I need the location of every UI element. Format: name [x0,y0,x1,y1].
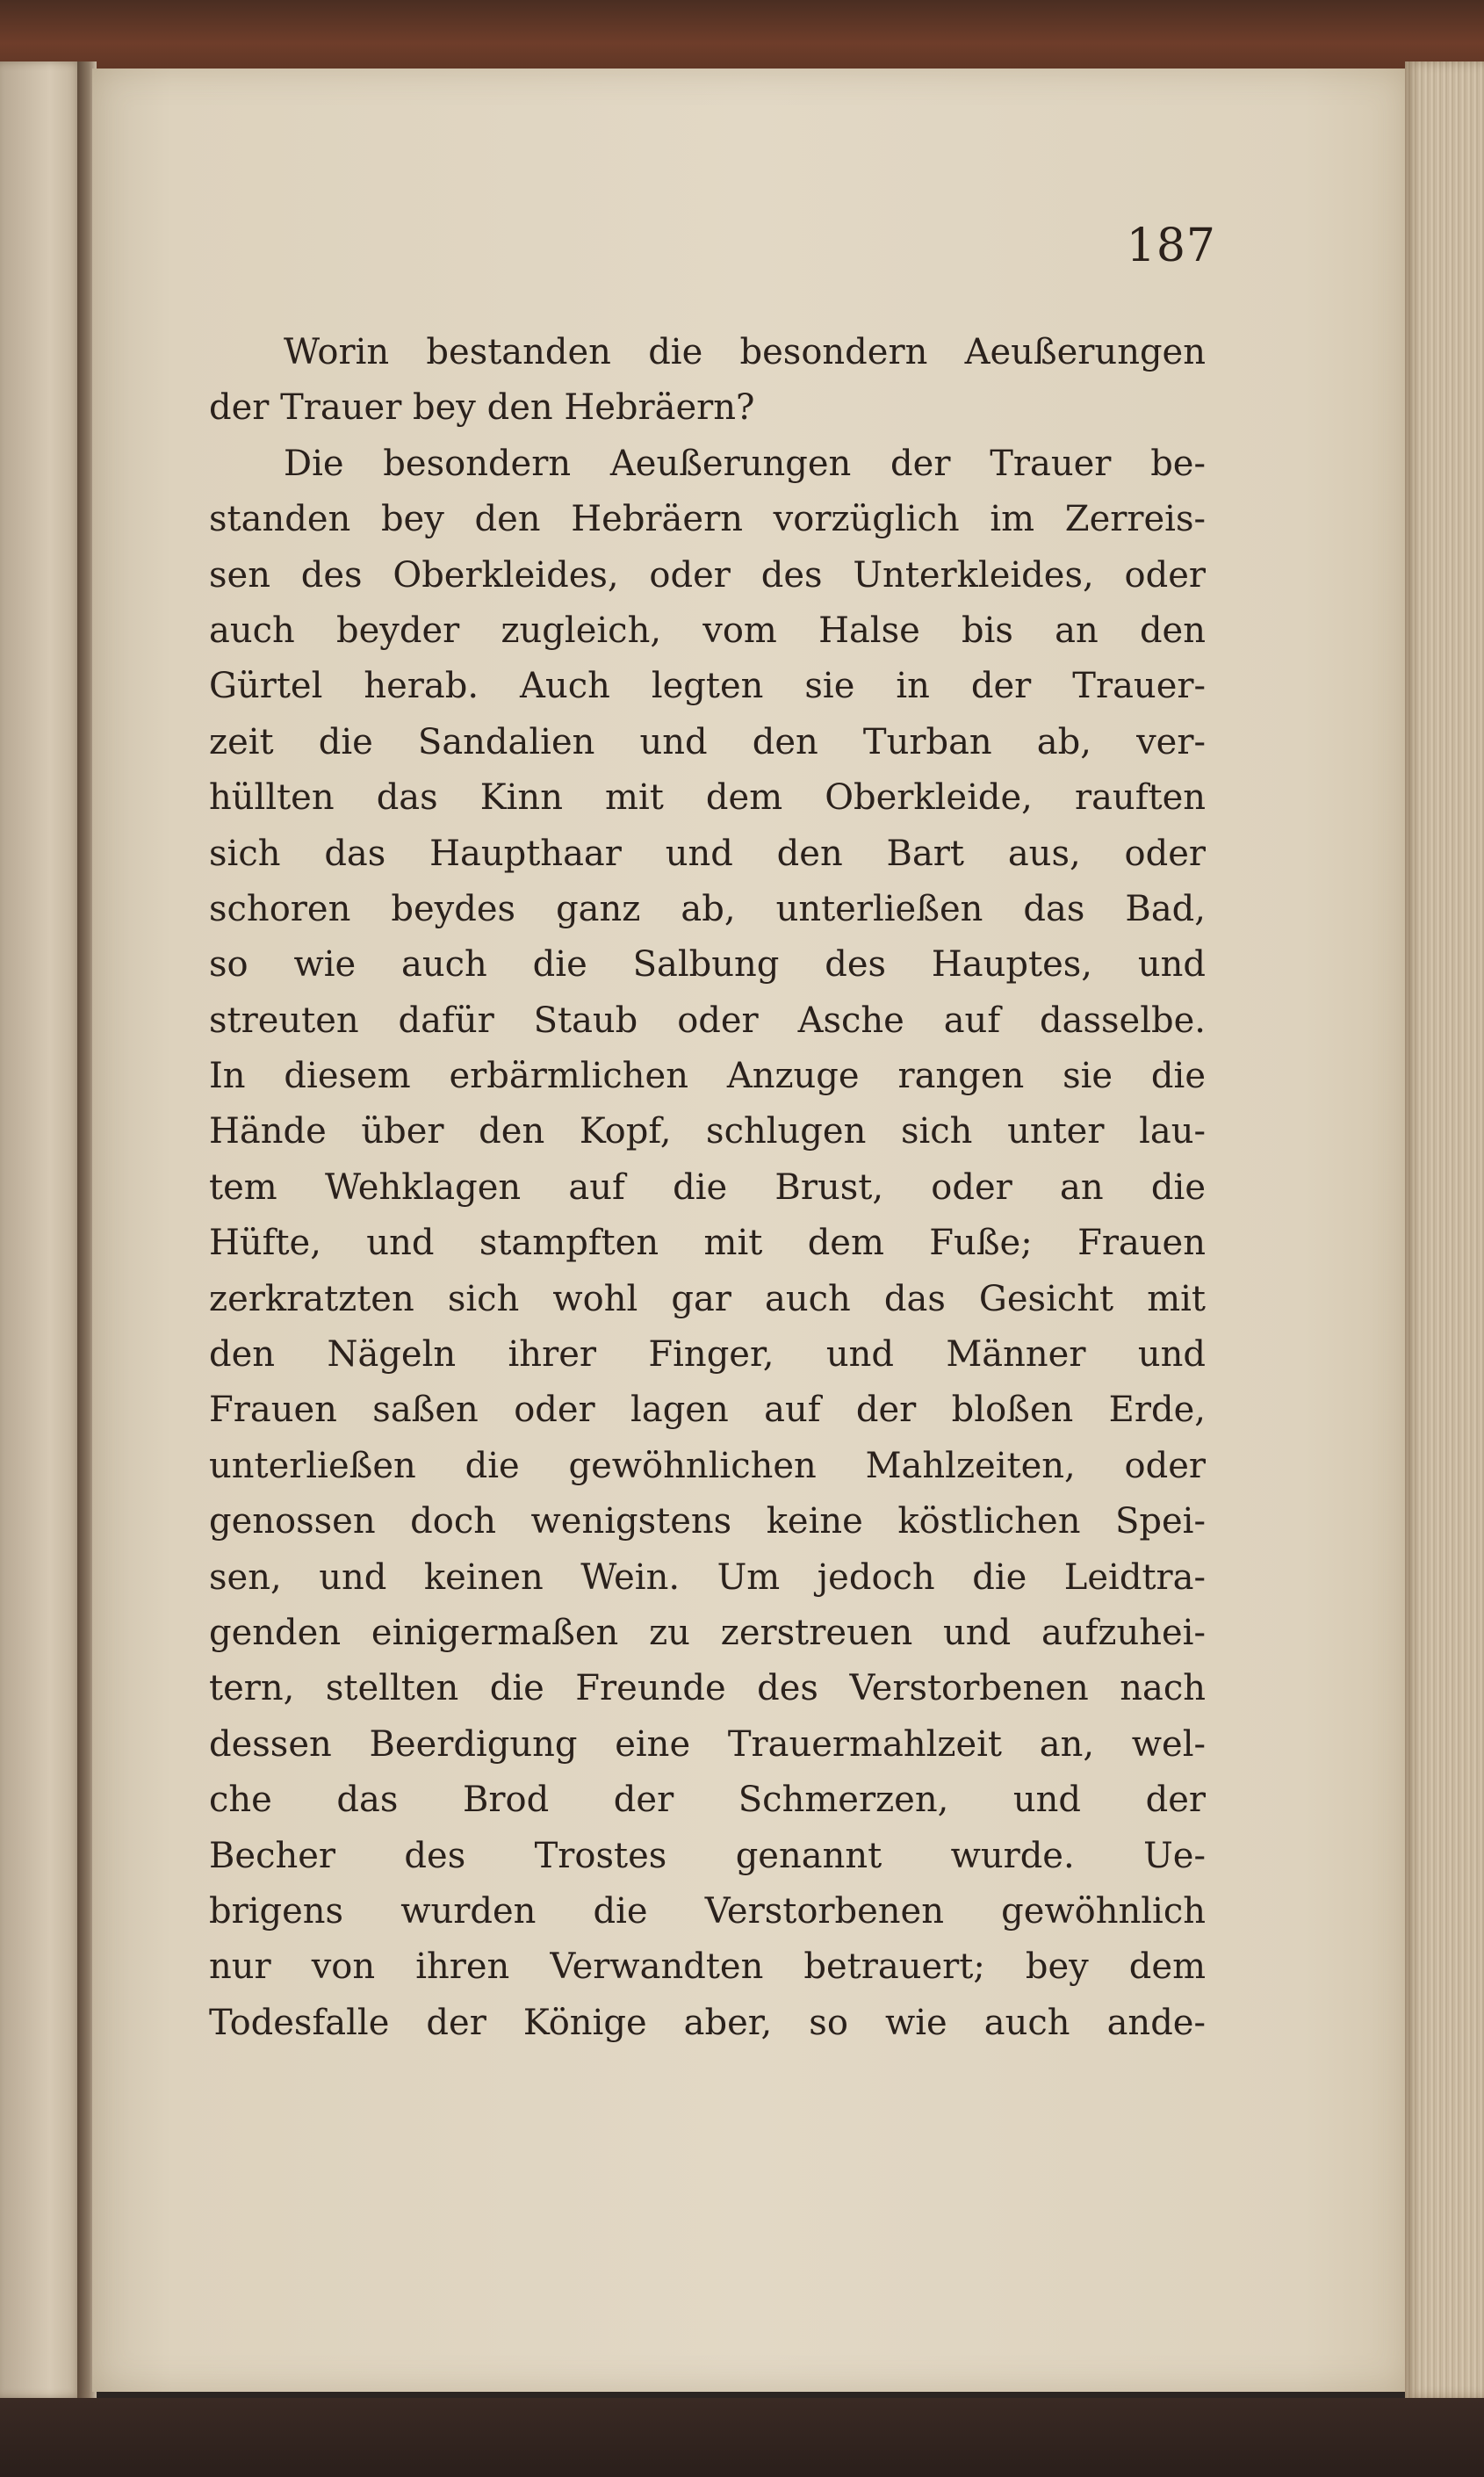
answer-line: Hüfte, und stampften mit dem Fuße; Frauen [209,1223,1206,1264]
answer-line: den Nägeln ihrer Finger, und Männer und [209,1334,1206,1376]
question-line: Worin bestanden die besondern Aeußerungen [284,332,1206,372]
book-cover-bottom-edge [0,2398,1484,2477]
answer-line: genden einigermaßen zu zerstreuen und aufzuhei- [209,1612,1206,1653]
answer-line: che das Brod der Schmerzen, und der [209,1780,1206,1821]
answer-line: standen bey den Hebräern vorzüglich im Zerreis- [209,499,1206,540]
answer-line: nur von ihren Verwandten betrauert; bey dem [209,1946,1206,1988]
body-text [209,325,1206,2051]
answer-line: genossen doch wenigstens keine köstlichen Spei- [209,1501,1206,1542]
answer-line: Hände über den Kopf, schlugen sich unter lau- [209,1111,1206,1152]
answer-line: brigens wurden die Verstorbenen gewöhnlich [209,1890,1206,1932]
answer-line: hüllten das Kinn mit dem Oberkleide, rauften [209,777,1206,819]
answer-line: Die besondern Aeußerungen der Trauer be- [284,443,1206,484]
answer-line: Becher des Trostes genannt wurde. Ue- [209,1835,1206,1876]
answer-line: streuten dafür Staub oder Asche auf dasselbe. [209,1000,1206,1041]
page-stack-fore-edge [1405,61,1484,2398]
answer-line: tem Wehklagen auf die Brust, oder an die [209,1166,1206,1208]
book-cover-top-edge [0,0,1484,79]
answer-line: unterließen die gewöhnlichen Mahlzeiten, oder [209,1445,1206,1486]
answer-line: sen des Oberkleides, oder des Unterkleides, oder [209,554,1206,596]
answer-line: zeit die Sandalien und den Turban ab, ver- [209,721,1206,762]
answer-line: dessen Beerdigung eine Trauermahlzeit an, wel- [209,1723,1206,1765]
answer-line: tern, stellten die Freunde des Verstorbenen nach [209,1668,1206,1709]
answer-line: Todesfalle der Könige aber, so wie auch ande- [209,2002,1206,2043]
answer-line: auch beyder zugleich, vom Halse bis an den [209,610,1206,651]
answer-line: In diesem erbärmlichen Anzuge rangen sie die [209,1056,1206,1097]
page-number: 187 [1126,220,1216,272]
answer-line: so wie auch die Salbung des Hauptes, und [209,944,1206,986]
answer-line: schoren beydes ganz ab, unterließen das Bad, [209,888,1206,929]
previous-page-edge [0,61,83,2398]
question-line: der Trauer bey den Hebräern? [209,387,755,429]
answer-line: zerkratzten sich wohl gar auch das Gesicht mit [209,1278,1206,1319]
answer-line: Gürtel herab. Auch legten sie in der Trauer- [209,666,1206,707]
answer-line: sich das Haupthaar und den Bart aus, oder [209,833,1206,874]
answer-line: Frauen saßen oder lagen auf der bloßen Erde, [209,1390,1206,1431]
answer-line: sen, und keinen Wein. Um jedoch die Leidtra- [209,1556,1206,1598]
